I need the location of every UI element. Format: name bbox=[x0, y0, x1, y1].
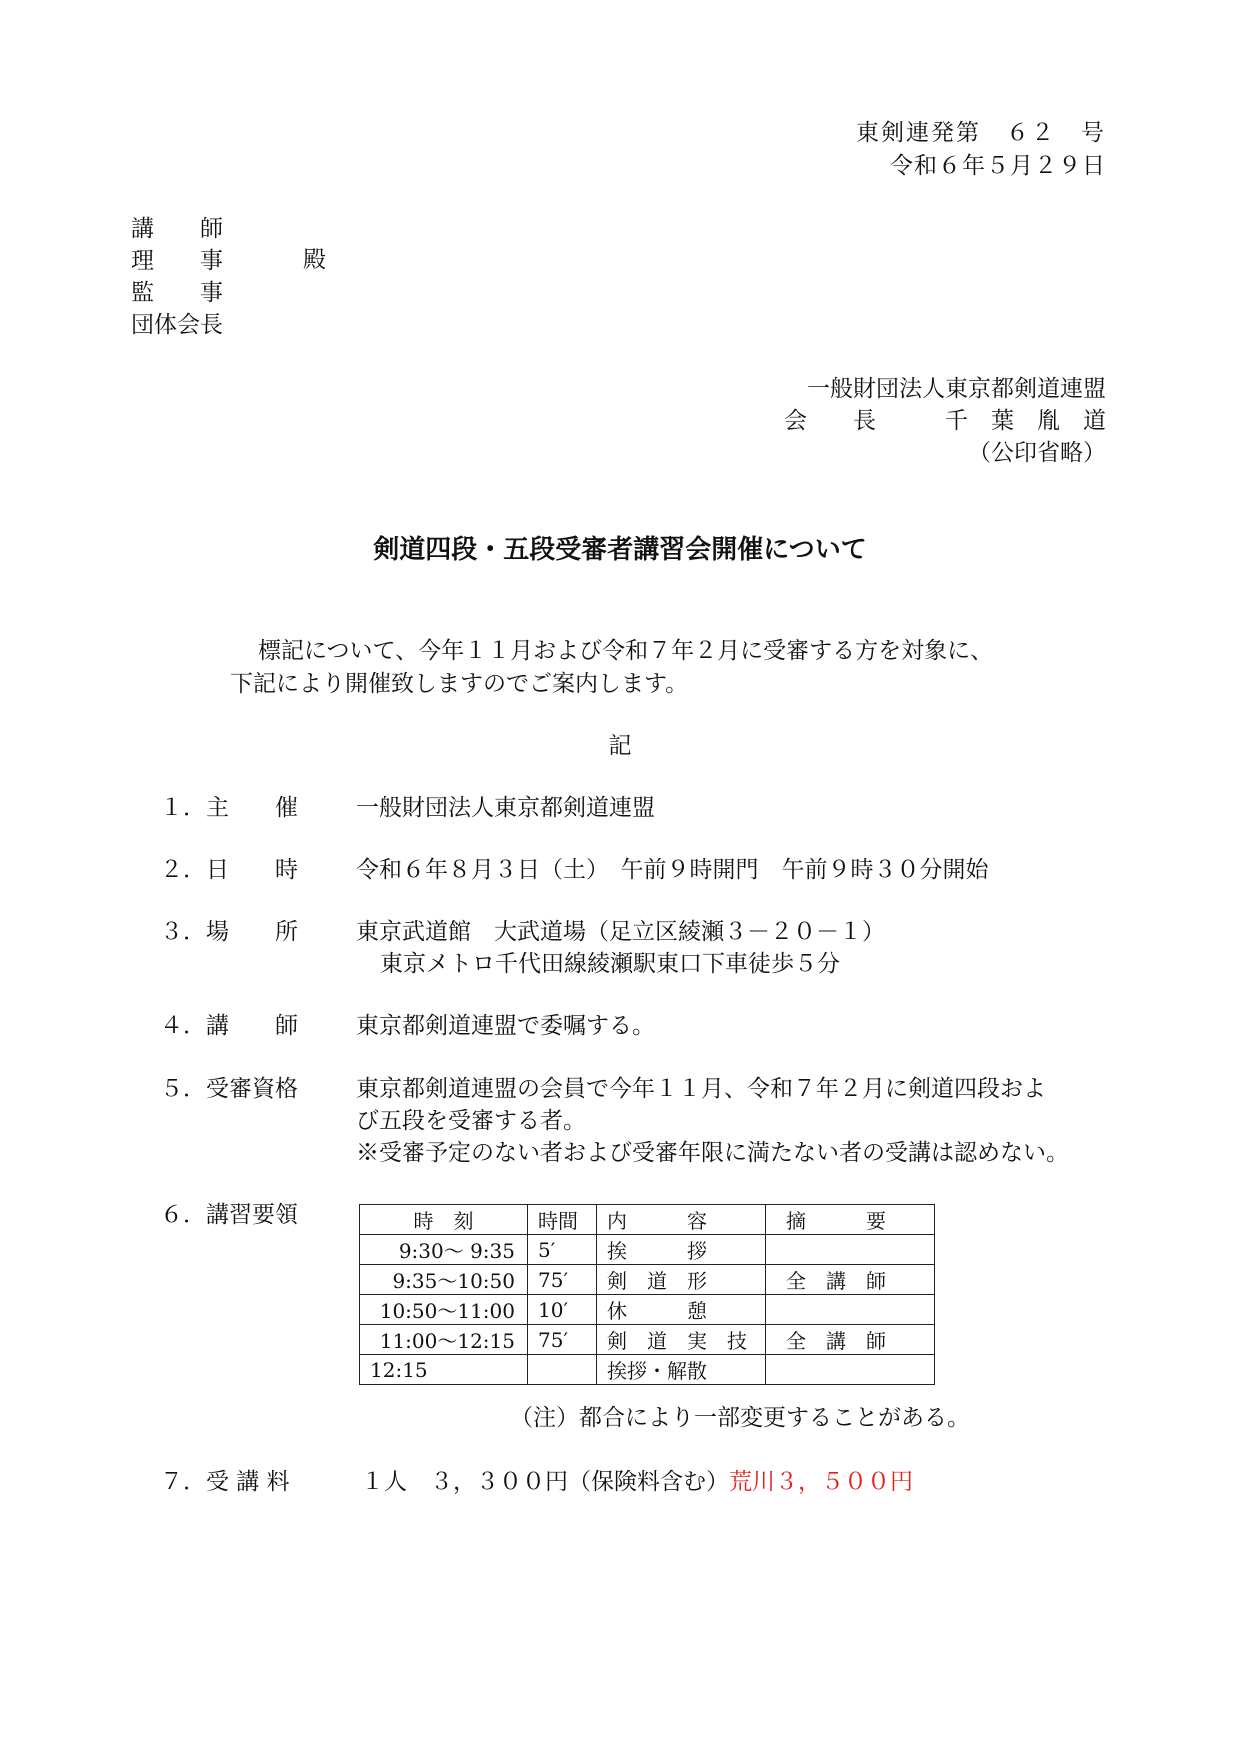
row-content: 剣 道 形 bbox=[597, 1265, 766, 1295]
row-remarks bbox=[766, 1295, 935, 1325]
row-time: 12:15 bbox=[360, 1355, 528, 1385]
ki-marker: 記 bbox=[608, 733, 632, 759]
row-time: 9:30～ 9:35 bbox=[360, 1235, 528, 1265]
row-content: 休 憩 bbox=[597, 1295, 766, 1325]
row-duration: 5′ bbox=[528, 1235, 597, 1265]
document-title: 剣道四段・五段受審者講習会開催について bbox=[373, 535, 867, 565]
table-row bbox=[360, 1295, 935, 1325]
row-content: 挨拶・解散 bbox=[597, 1355, 766, 1385]
item-fee-label: ７．受 講 料 bbox=[160, 1469, 290, 1495]
item-datetime-value: 令和６年８月３日（土） 午前９時開門 午前９時３０分開始 bbox=[356, 857, 989, 883]
fee-amount: １人 ３，３００円（保険料含む） bbox=[361, 1469, 729, 1495]
row-duration: 10′ bbox=[528, 1295, 597, 1325]
item-instructor-value: 東京都剣道連盟で委嘱する。 bbox=[356, 1013, 655, 1039]
row-duration: 75′ bbox=[528, 1325, 597, 1355]
row-time: 10:50～11:00 bbox=[360, 1295, 528, 1325]
table-row bbox=[360, 1355, 935, 1385]
header-content: 内 容 bbox=[597, 1205, 766, 1235]
header-time: 時 刻 bbox=[360, 1205, 528, 1235]
header-duration: 時間 bbox=[528, 1205, 597, 1235]
intro-line-1: 標記について、今年１１月および令和７年２月に受審する方を対象に、 bbox=[258, 638, 994, 664]
row-remarks bbox=[766, 1355, 935, 1385]
row-remarks: 全 講 師 bbox=[766, 1265, 935, 1295]
intro-line-2: 下記により開催致しますのでご案内します。 bbox=[230, 671, 689, 697]
row-time: 9:35～10:50 bbox=[360, 1265, 528, 1295]
row-content: 剣 道 実 技 bbox=[597, 1325, 766, 1355]
document-number: 東剣連発第 ６２ 号 bbox=[856, 120, 1106, 146]
row-remarks: 全 講 師 bbox=[766, 1325, 935, 1355]
recipient-director: 理 事 bbox=[131, 248, 223, 274]
schedule-note: （注）都合により一部変更することがある。 bbox=[510, 1405, 970, 1431]
recipient-group-head: 団体会長 bbox=[131, 312, 223, 338]
item-host-value: 一般財団法人東京都剣道連盟 bbox=[356, 795, 655, 821]
item-datetime-label: ２．日 時 bbox=[160, 857, 298, 883]
recipient-auditor: 監 事 bbox=[131, 280, 223, 306]
item-place-value: 東京武道館 大武道場（足立区綾瀬３－２０－１） bbox=[356, 919, 885, 945]
item-eligibility-label: ５．受審資格 bbox=[160, 1076, 298, 1102]
item-host-label: １．主 催 bbox=[160, 795, 298, 821]
schedule-header-row bbox=[360, 1205, 935, 1235]
item-place-label: ３．場 所 bbox=[160, 919, 298, 945]
row-content: 挨 拶 bbox=[597, 1235, 766, 1265]
row-time: 11:00～12:15 bbox=[360, 1325, 528, 1355]
table-row bbox=[360, 1235, 935, 1265]
item-eligibility-value-1: 東京都剣道連盟の会員で今年１１月、令和７年２月に剣道四段およ bbox=[356, 1076, 1046, 1102]
sender-representative: 会 長 千 葉 胤 道 bbox=[784, 408, 1106, 434]
item-instructor-label: ４．講 師 bbox=[160, 1013, 298, 1039]
header-remarks: 摘 要 bbox=[766, 1205, 935, 1235]
honorific: 殿 bbox=[303, 247, 326, 273]
row-duration bbox=[528, 1355, 597, 1385]
seal-omitted-note: （公印省略） bbox=[968, 440, 1106, 466]
row-duration: 75′ bbox=[528, 1265, 597, 1295]
document-date: 令和６年５月２９日 bbox=[890, 153, 1106, 179]
recipient-instructor: 講 師 bbox=[131, 216, 223, 242]
item-fee-value bbox=[361, 1471, 913, 1494]
item-place-access: 東京メトロ千代田線綾瀬駅東口下車徒歩５分 bbox=[380, 951, 840, 977]
fee-arakawa: 荒川３，５００円 bbox=[729, 1469, 913, 1495]
table-row bbox=[360, 1265, 935, 1295]
item-eligibility-value-2: び五段を受審する者。 bbox=[356, 1108, 586, 1134]
row-remarks bbox=[766, 1235, 935, 1265]
item-schedule-label: ６．講習要領 bbox=[160, 1202, 298, 1228]
table-row bbox=[360, 1325, 935, 1355]
schedule-table bbox=[359, 1204, 935, 1385]
sender-organization: 一般財団法人東京都剣道連盟 bbox=[807, 376, 1106, 402]
item-eligibility-note: ※受審予定のない者および受審年限に満たない者の受講は認めない。 bbox=[356, 1140, 1069, 1166]
